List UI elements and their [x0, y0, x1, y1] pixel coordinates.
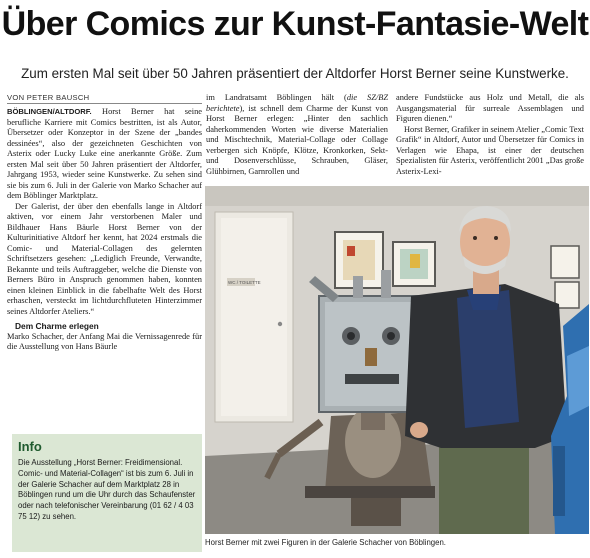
section-subhead: Dem Charme erlegen: [15, 321, 99, 331]
dateline: BÖBLINGEN/ALTDORF.: [7, 107, 92, 116]
headline: Über Comics zur Kunst-Fantasie-Welt: [1, 5, 589, 43]
paragraph-2: Der Galerist, der über den ebenfalls lange in Altdorf aktiven, vor einem Jahr verstorbenen Maler und Bildhauer Hans Bäurle Horst Berner von der Kulturinitiative Altdorf her kennt, hat 2024 erstmals die Comic- und Material-Collagen des gelernten Schriftsetzers gesehen: „Lediglich Freunde, Verwandte, Bekannte und teils Auftraggeber, welche die Dienste von Berners Büro in Anspruch genommen haben, konnten einen kleinen Einblick in die fabelhafte Welt des Horst erhaschen, versteckt im lichtdurchfluteten Hinterzimmer seines Altdorfer Ateliers.“: [7, 201, 202, 316]
reference-note: die SZ/BZ berichtete: [206, 93, 388, 113]
paragraph-1: [7, 107, 202, 202]
paragraph-5: andere Fundstücke aus Holz und Metall, die als Ausgangsmaterial für surreale Assemblagen und Figuren dienen.“: [396, 93, 584, 123]
info-box-title: Info: [18, 439, 42, 454]
article-column-1: [7, 107, 202, 353]
photo-illustration: [205, 186, 589, 534]
byline-divider: [7, 103, 202, 104]
paragraph-4: im Landratsamt Böblingen hält (die SZ/BZ berichtete), ist schnell dem Charme der Kunst von Horst Berner erlegen: „Hinter den sachlich daherkommenden Worten wie diverse Materialien und Mischtechnik, Material-Collage oder Collage verbergen sich Knöpfe, Klötze, Kronkorken, Sekt- und Dosenverschlüsse, Schrauben, Gläser, Glühbirnen, Garnrollen und: [206, 93, 388, 176]
paragraph-1-text: Horst Berner hat seine berufliche Karriere mit Comics bestritten, ist als Autor, Übersetzer oder Konzeptor in der Szene der „bandes dessinées“, also der gezeichneten Geschichten von Asterix oder Lucky Luke eine anerkannte Größe. Zum ersten Mal seit über 50 Jahren präsentiert der Altdorfer, Jahrgang 1953, wieder seine Kunstwerke. Zu sehen sind sie bis zum 6. Juli in der Galerie von Marko Schacher auf dem Böblinger Marktplatz.: [7, 107, 202, 200]
info-box: [12, 434, 202, 552]
article-photo: [205, 186, 589, 534]
article-column-2: [206, 93, 388, 177]
door-sign: WC / TOILETTE: [228, 280, 261, 285]
article-column-3: [396, 93, 584, 177]
info-box-text: Die Ausstellung „Horst Berner: Freidimensional. Comic- und Material-Collagen“ ist bis zum 6. Juli in der Galerie Schacher auf dem Marktplatz 28 in Böblingen rund um die Uhr durch das Schaufenster oder nach telefonischer Vereinbarung (01 62 / 4 03 75 12) zu sehen.: [18, 458, 196, 521]
paragraph-6: Horst Berner, Grafiker in seinem Atelier „Comic Text Grafik“ in Altdorf, Autor und Übersetzer für Comics in Verlagen wie Ehapa, ist einer der deutschen Spezialisten für Asterix, veröffentlicht 2001 „Das große Asterix-Lexi-: [396, 124, 584, 176]
photo-caption: Horst Berner mit zwei Figuren in der Galerie Schacher von Böblingen.: [205, 538, 446, 547]
paragraph-3: Marko Schacher, der Anfang Mai die Vernissagenrede für die Ausstellung von Hans Bäurle: [7, 331, 202, 351]
subheadline: Zum ersten Mal seit über 50 Jahren präsentiert der Altdorfer Horst Berner seine Kunstwerke.: [21, 66, 569, 81]
byline: VON PETER BAUSCH: [7, 93, 90, 102]
